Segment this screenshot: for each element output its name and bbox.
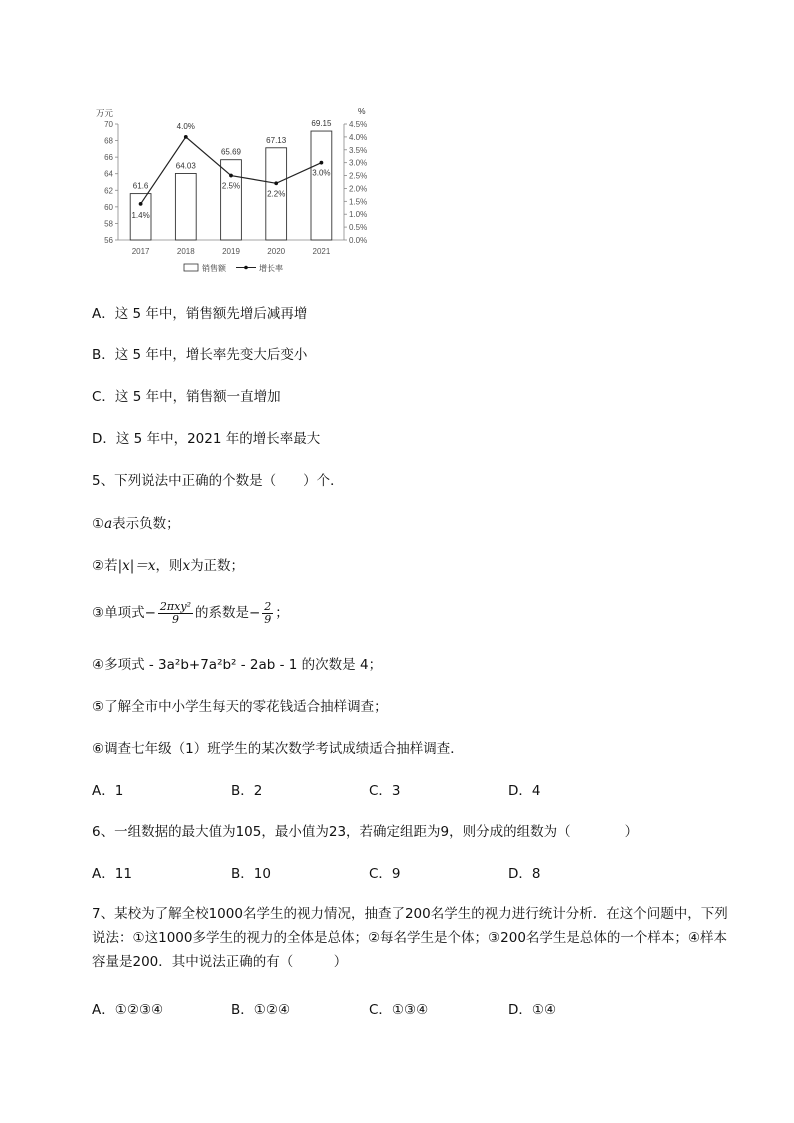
right-tick-label: 3.0% — [349, 158, 368, 168]
coefficient-fraction: $\frac{2}{9}$ — [264, 599, 272, 626]
right-tick-label: 4.5% — [349, 120, 368, 129]
right-axis-unit: % — [358, 106, 366, 116]
right-tick-label: 4.0% — [349, 132, 368, 142]
q6-stem: 6、一组数据的最大值为105，最小值为23，若确定组距为9，则分成的组数为（ ） — [92, 824, 639, 840]
right-tick-label: 3.5% — [349, 145, 368, 155]
growth-rate-point — [320, 161, 324, 165]
left-tick-label: 58 — [104, 219, 113, 229]
growth-rate-point — [229, 174, 233, 178]
sales-bar — [311, 131, 332, 240]
sales-bar-label: 61.6 — [132, 181, 149, 191]
left-tick-label: 68 — [104, 136, 113, 146]
q6-option-c[interactable]: C．9 — [369, 866, 401, 882]
right-tick-label: 1.0% — [349, 210, 368, 220]
x-tick-label: 2019 — [222, 247, 240, 256]
q5-option-d[interactable]: D．4 — [508, 783, 541, 799]
sales-bar-label: 65.69 — [220, 147, 242, 157]
sales-bar — [221, 160, 242, 240]
q4-option-b[interactable]: B．这 5 年中，增长率先变大后变小 — [92, 347, 308, 363]
right-tick-label: 0.5% — [349, 223, 368, 233]
q6-option-a[interactable]: A．11 — [92, 866, 132, 882]
left-tick-label: 56 — [104, 236, 113, 245]
left-axis-unit: 万元 — [96, 108, 114, 118]
q5-statement-1: ①a表示负数； — [92, 516, 180, 532]
monomial-fraction: $\frac{\text{2πxy²}}{9}$ — [159, 599, 191, 626]
growth-rate-label: 1.4% — [131, 210, 150, 220]
left-tick-label: 62 — [104, 186, 113, 196]
growth-rate-point — [139, 202, 143, 206]
q6-option-b[interactable]: B．10 — [231, 866, 271, 882]
q5-option-a[interactable]: A．1 — [92, 783, 124, 799]
q4-option-a[interactable]: A．这 5 年中，销售额先增后减再增 — [92, 306, 308, 322]
q4-option-c[interactable]: C．这 5 年中，销售额一直增加 — [92, 389, 281, 405]
left-tick-label: 66 — [104, 153, 113, 163]
q7-option-d[interactable]: D．①④ — [508, 1002, 557, 1018]
q4-option-d[interactable]: D．这 5 年中，2021 年的增长率最大 — [92, 431, 321, 447]
growth-rate-label: 2.5% — [221, 181, 241, 191]
sales-bar-label: 67.13 — [266, 135, 287, 145]
right-tick-label: 2.0% — [349, 184, 368, 194]
x-tick-label: 2017 — [131, 247, 150, 256]
q5-option-c[interactable]: C．3 — [369, 783, 401, 799]
legend-bar-swatch — [184, 264, 198, 271]
legend-line-label: 增长率 — [259, 264, 283, 273]
q7-stem: 7、某校为了解全校1000名学生的视力情况，抽查了200名学生的视力进行统计分析．在这个问题中，下列说法：①这1000多学生的视力的全体是总体；②每名学生是个体；③200名学生是总体的一个样本；④样本容量是200．其中说法正确的有（ ） — [92, 906, 728, 970]
right-tick-label: 2.5% — [349, 171, 368, 181]
growth-rate-label: 2.2% — [267, 189, 286, 199]
right-tick-label: 1.5% — [349, 197, 368, 207]
legend-line-marker — [244, 266, 248, 270]
q5-statement-2: ②若|x|＝x，则x为正数； — [92, 558, 245, 574]
q7-option-c[interactable]: C．①③④ — [369, 1002, 429, 1018]
q5-statement-6: ⑥调查七年级（1）班学生的某次数学考试成绩适合抽样调查． — [92, 741, 464, 757]
q6-option-d[interactable]: D．8 — [508, 866, 541, 882]
growth-rate-label: 4.0% — [176, 121, 195, 131]
legend-bar-label: 销售额 — [202, 264, 226, 273]
x-tick-label: 2021 — [312, 247, 331, 256]
q5-statement-5: ⑤了解全市中小学生每天的零花钱适合抽样调查； — [92, 699, 388, 715]
sales-bar-label: 69.15 — [311, 119, 332, 129]
x-tick-label: 2020 — [267, 247, 286, 256]
right-tick-label: 0.0% — [349, 236, 368, 245]
q5-statement-3: ③单项式− $\frac{\text{2πxy²}}{9}$ 的系数是− $\frac{2}{9}$ ； — [92, 599, 289, 626]
growth-rate-label: 3.0% — [312, 168, 331, 178]
growth-rate-point — [274, 181, 278, 185]
sales-bar-label: 64.03 — [175, 161, 196, 171]
sales-bar — [175, 173, 196, 240]
left-tick-label: 70 — [104, 120, 113, 129]
q5-stem: 5、下列说法中正确的个数是（ ）个． — [92, 473, 344, 489]
growth-rate-point — [184, 135, 188, 139]
left-tick-label: 64 — [104, 169, 113, 179]
sales-growth-chart — [88, 100, 388, 280]
q7-option-b[interactable]: B．①②④ — [231, 1002, 291, 1018]
x-tick-label: 2018 — [176, 247, 195, 256]
q7-option-a[interactable]: A．①②③④ — [92, 1002, 164, 1018]
q5-statement-4: ④多项式 - 3a²b+7a²b² - 2ab - 1 的次数是 4； — [92, 657, 383, 673]
q5-option-b[interactable]: B．2 — [231, 783, 263, 799]
left-tick-label: 60 — [104, 202, 113, 212]
